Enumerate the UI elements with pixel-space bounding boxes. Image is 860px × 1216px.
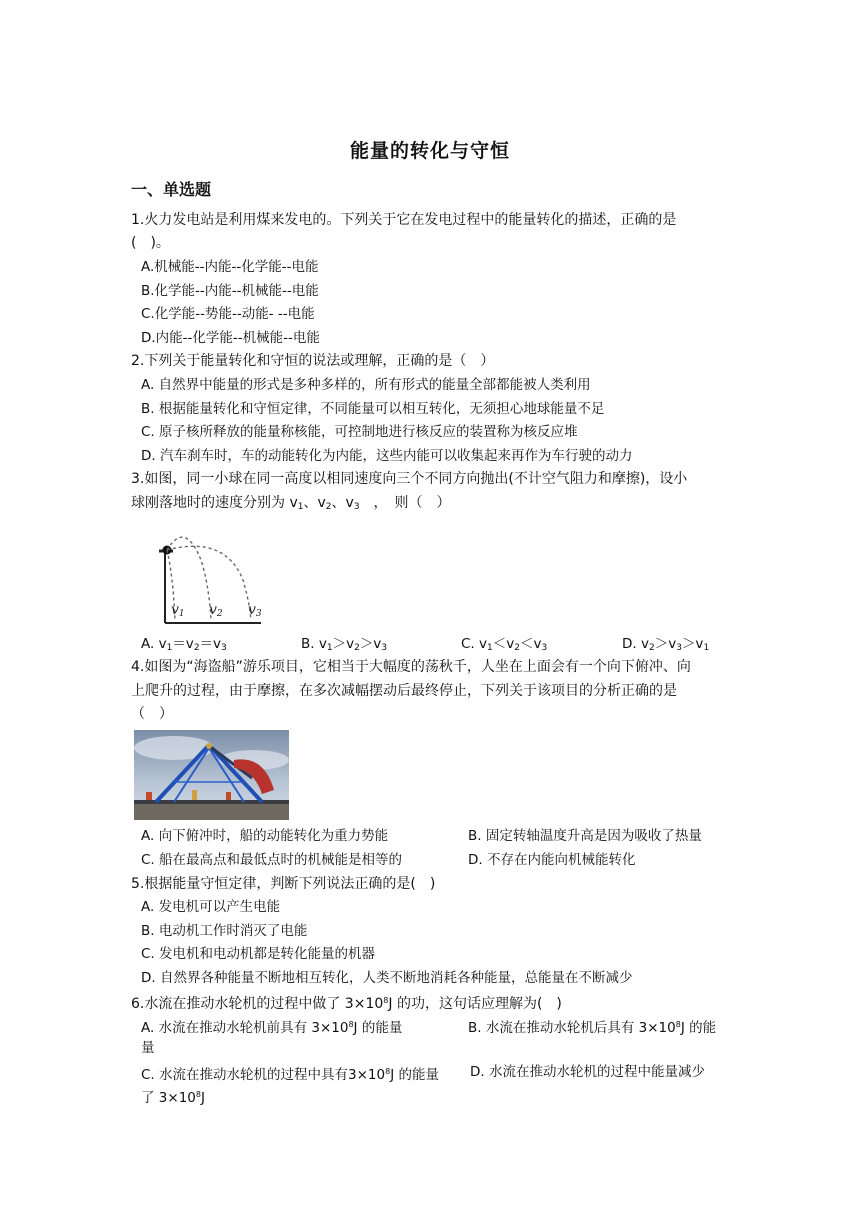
q6-option-b-wrap: 量 <box>141 1040 155 1056</box>
q6-option-d-wrap: 了 $3\times 10^8J$ <box>141 1090 205 1106</box>
q2-stem: 2.下列关于能量转化和守恒的说法或理解，正确的是（ ） <box>131 353 495 369</box>
q2-option-b: B. 根据能量转化和守恒定律，不同能量可以相互转化，无须担心地球能量不足 <box>141 401 605 417</box>
q1-option-c: C.化学能--势能--动能- --电能 <box>141 306 315 322</box>
q3-stem-line1: 3.如图，同一小球在同一高度以相同速度向三个不同方向抛出(不计空气阻力和摩擦)，设小 <box>131 471 688 487</box>
section-heading: 一、单选题 <box>131 180 212 199</box>
q2-option-c: C. 原子核所释放的能量称核能，可控制地进行核反应的装置称为核反应堆 <box>141 424 578 440</box>
q4-option-b: B. 固定转轴温度升高是因为吸收了热量 <box>468 828 702 844</box>
q4-option-d: D. 不存在内能向机械能转化 <box>468 852 636 868</box>
projectile-figure <box>145 530 270 630</box>
q4-option-c: C. 船在最高点和最低点时的机械能是相等的 <box>141 852 403 868</box>
q3-stem-line2: 球刚落地时的速度分别为 $v_1$、$v_2$、$v_3$ ， 则（ ） <box>131 495 451 512</box>
q1-stem-line2: ( )。 <box>131 235 170 251</box>
q5-option-b: B. 电动机工作时消灭了电能 <box>141 923 308 939</box>
q5-option-c: C. 发电机和电动机都是转化能量的机器 <box>141 946 376 962</box>
q4-stem-line3: （ ） <box>131 706 173 722</box>
q6-option-a: A. 水流在推动水轮机前具有 $3\times 10^8J$ 的能量 <box>141 1020 403 1036</box>
q3-option-d: D. $v_2>v_3>v_1$ <box>622 636 710 653</box>
q6-option-c: C. 水流在推动水轮机的过程中具有$3\times 10^8J$ 的能量 <box>141 1067 439 1083</box>
q5-stem: 5.根据能量守恒定律，判断下列说法正确的是( ) <box>131 876 436 892</box>
q2-option-a: A. 自然界中能量的形式是多种多样的，所有形式的能量全部都能被人类利用 <box>141 377 591 393</box>
page-title: 能量的转化与守恒 <box>349 140 510 162</box>
q6-option-b: B. 水流在推动水轮机后具有 $3\times 10^8J$ 的能 <box>468 1020 717 1036</box>
q6-option-d: D. 水流在推动水轮机的过程中能量减少 <box>470 1064 705 1080</box>
q3-option-a: A. $v_1=v_2=v_3$ <box>141 636 227 653</box>
q4-stem-line1: 4.如图为“海盗船”游乐项目，它相当于大幅度的荡秋千，人坐在上面会有一个向下俯冲、向 <box>131 659 691 675</box>
q1-option-b: B.化学能--内能--机械能--电能 <box>141 283 319 299</box>
q3-option-c: C. $v_1<v_2<v_3$ <box>461 636 548 653</box>
pirate-ship-photo <box>134 730 289 820</box>
q4-option-a: A. 向下俯冲时，船的动能转化为重力势能 <box>141 828 389 844</box>
q1-option-a: A.机械能--内能--化学能--电能 <box>141 259 319 275</box>
q1-option-d: D.内能--化学能--机械能--电能 <box>141 330 320 346</box>
q5-option-a: A. 发电机可以产生电能 <box>141 899 281 915</box>
label-v1: v1 <box>171 602 185 619</box>
label-v2: v2 <box>209 602 223 619</box>
q2-option-d: D. 汽车刹车时，车的动能转化为内能，这些内能可以收集起来再作为车行驶的动力 <box>141 448 633 464</box>
q6-stem: 6.水流在推动水轮机的过程中做了 $3\times 10^8J$ 的功，这句话应理解为( ) <box>131 996 562 1012</box>
label-v3: v3 <box>248 602 262 619</box>
q3-option-b: B. $v_1>v_2>v_3$ <box>301 636 388 653</box>
q1-stem-line1: 1.火力发电站是利用煤来发电的。下列关于它在发电过程中的能量转化的描述，正确的是 <box>131 212 677 228</box>
q4-stem-line2: 上爬升的过程，由于摩擦，在多次减幅摆动后最终停止，下列关于该项目的分析正确的是 <box>131 683 677 699</box>
q5-option-d: D. 自然界各种能量不断地相互转化，人类不断地消耗各种能量，总能量在不断减少 <box>141 970 633 986</box>
